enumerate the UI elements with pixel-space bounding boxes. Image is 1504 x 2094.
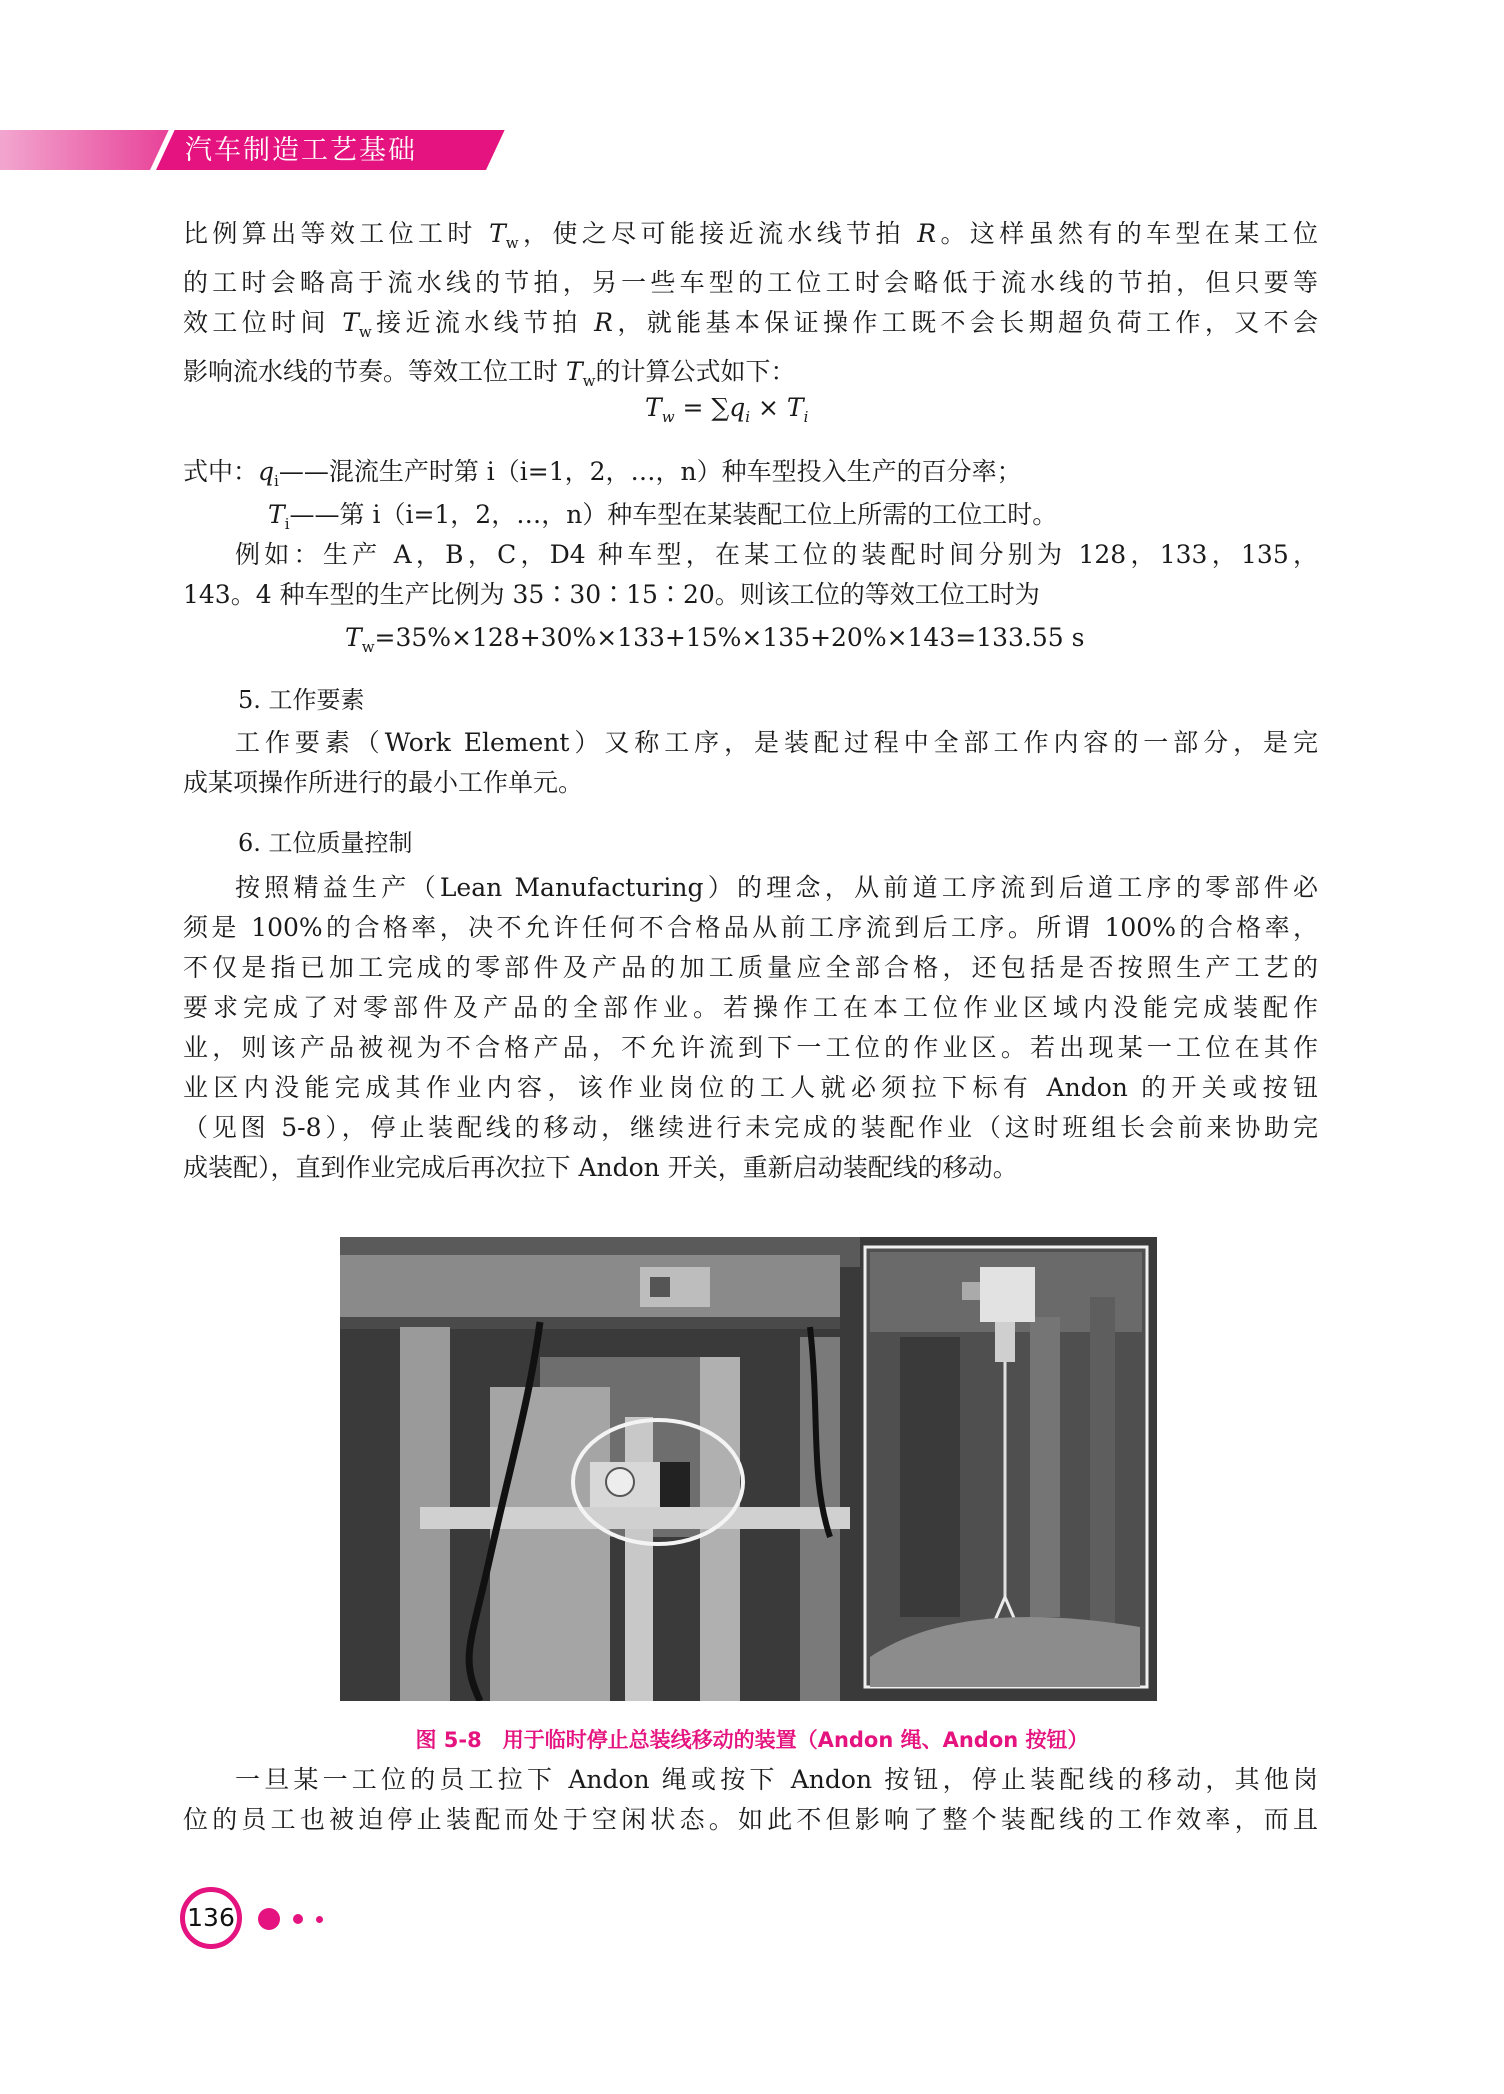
- andon-photo-illustration: [340, 1237, 1157, 1701]
- text-line: （见图 5-8），停止装配线的移动，继续进行未完成的装配作业（这时班组长会前来协助完: [183, 1113, 1318, 1142]
- text-line: 影响流水线的节奏。等效工位工时 $T_w$的计算公式如下：: [183, 357, 796, 390]
- text-line: 效工位时间 $T_w$接近流水线节拍 R，就能基本保证操作工既不会长期超负荷工作，又不会: [183, 308, 1318, 341]
- equivalent-time-formula: $T_w = \sum q_i \times T_i$: [645, 393, 809, 426]
- text-line: 工作要素（Work Element）又称工序，是装配过程中全部工作内容的一部分，是完: [235, 728, 1318, 757]
- text-line: 成某项操作所进行的最小工作单元。: [183, 768, 584, 797]
- page-dot-large: [258, 1908, 280, 1930]
- text-line: 位的员工也被迫停止装配而处于空闲状态。如此不但影响了整个装配线的工作效率，而且: [183, 1805, 1318, 1834]
- text-line: 143。4 种车型的生产比例为 35∶30∶15∶20。则该工位的等效工位工时为: [183, 580, 1040, 609]
- text-line: 不仅是指已加工完成的零部件及产品的加工质量应全部合格，还包括是否按照生产工艺的: [183, 953, 1318, 982]
- text-line: 须是 100%的合格率，决不允许任何不合格品从前工序流到后工序。所谓 100%的合格率，: [183, 913, 1318, 942]
- page-dot-small: [316, 1916, 323, 1923]
- text-line: 业区内没能完成其作业内容，该作业岗位的工人就必须拉下标有 Andon 的开关或按钮: [183, 1073, 1318, 1102]
- text-line: 一旦某一工位的员工拉下 Andon 绳或按下 Andon 按钮，停止装配线的移动，其他岗: [235, 1765, 1318, 1794]
- book-title: 汽车制造工艺基础: [185, 135, 417, 166]
- page-dot-medium: [293, 1914, 303, 1924]
- page-number: 136: [180, 1887, 242, 1949]
- section-heading-6: 6. 工位质量控制: [238, 829, 413, 857]
- paragraph-equivalent-time: [183, 214, 1318, 401]
- formula-legend-t: $T_i——$第 i（i=1，2，…，n）种车型在某装配工位上所需的工位工时。: [268, 500, 1058, 533]
- figure-caption: 图 5-8 用于临时停止总装线移动的装置（Andon 绳、Andon 按钮）: [415, 1728, 1089, 1752]
- text-line: 例如：生产 A，B，C，D4 种车型，在某工位的装配时间分别为 128，133，135，: [235, 540, 1318, 569]
- andon-photo: [340, 1237, 1157, 1701]
- text-line: 的工时会略高于流水线的节拍，另一些车型的工位工时会略低于流水线的节拍，但只要等: [183, 268, 1318, 297]
- text-line: 业，则该产品被视为不合格产品，不允许流到下一工位的作业区。若出现某一工位在其作: [183, 1033, 1318, 1062]
- paragraph-work-element: [183, 723, 1318, 803]
- text-line: 要求完成了对零部件及产品的全部作业。若操作工在本工位作业区域内没能完成装配作: [183, 993, 1318, 1022]
- paragraph-closing: [183, 1760, 1318, 1840]
- text-line: 按照精益生产（Lean Manufacturing）的理念，从前道工序流到后道工序的零部件必: [235, 873, 1318, 902]
- paragraph-example: [183, 535, 1318, 615]
- paragraph-quality-control: [183, 868, 1318, 1188]
- formula-legend-q: 式中：$q_i——$混流生产时第 i（i=1，2，…，n）种车型投入生产的百分率；: [183, 457, 1022, 490]
- text-line: 成装配），直到作业完成后再次拉下 Andon 开关，重新启动装配线的移动。: [183, 1153, 1018, 1182]
- example-formula: $T_w=35\%\times 128+30\%\times 133+15\%\times 135+20\%\times 143=133.55$ s: [345, 623, 1085, 656]
- section-heading-5: 5. 工作要素: [238, 686, 365, 714]
- text-line: 比例算出等效工位工时 $T_w$，使之尽可能接近流水线节拍 R。这样虽然有的车型在某工位: [183, 219, 1318, 252]
